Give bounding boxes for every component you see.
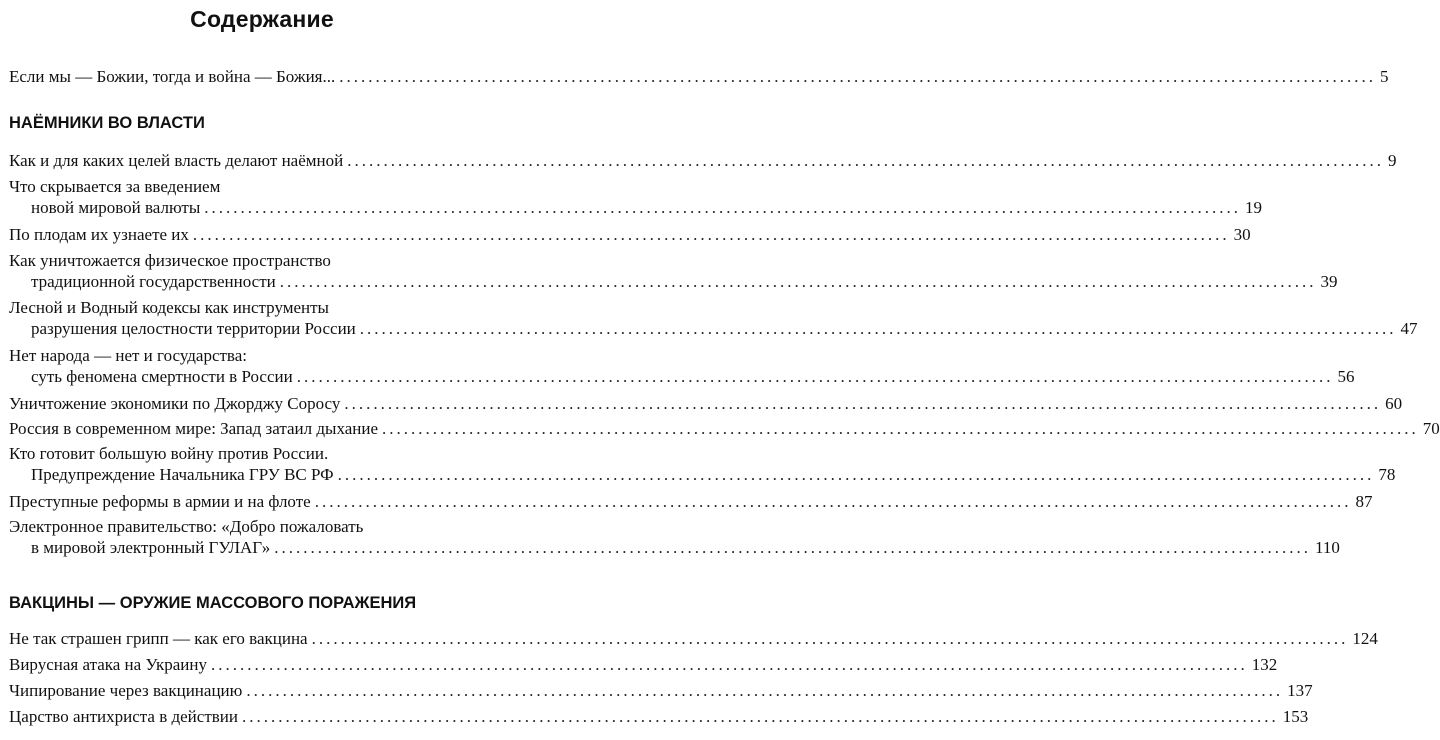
toc-entry[interactable]	[9, 628, 1378, 649]
toc-entry-title: Нет народа — нет и государства:	[9, 346, 247, 365]
toc-entry-page: 87	[1355, 492, 1373, 511]
toc-entry-page: 9	[1387, 151, 1397, 170]
toc-entry-row	[9, 464, 1396, 485]
toc-entry-title: Царство антихриста в действии	[9, 707, 238, 726]
toc-entry-title: Как уничтожается физическое пространство	[9, 251, 331, 270]
toc-entry-title: Чипирование через вакцинацию	[9, 681, 243, 700]
dot-leader: ...............................................................................................................................................	[339, 67, 1376, 86]
dot-leader: ...............................................................................................................................................	[279, 272, 1317, 291]
toc-entry[interactable]	[9, 150, 1397, 171]
toc-entry[interactable]	[9, 176, 1263, 218]
toc-entry-row	[9, 491, 1373, 512]
dot-leader: ...............................................................................................................................................	[337, 465, 1375, 484]
toc-entry[interactable]	[9, 418, 1440, 439]
toc-entry-page: 137	[1287, 681, 1313, 700]
toc-entry-page: 30	[1233, 225, 1251, 244]
toc-entry-title: Что скрывается за введением	[9, 177, 221, 196]
toc-entry[interactable]	[9, 345, 1355, 387]
toc-entry-row	[9, 366, 1355, 387]
toc-entry-page: 56	[1337, 367, 1355, 386]
toc-entry-row	[9, 537, 1340, 558]
dot-leader: ...............................................................................................................................................	[347, 151, 1384, 170]
toc-entry-title: По плодам их узнаете их	[9, 225, 189, 244]
toc-entry-title-cont: суть феномена смертности в России	[31, 367, 293, 386]
toc-entry-title: Не так страшен грипп — как его вакцина	[9, 629, 308, 648]
toc-entry-row	[9, 271, 1338, 292]
toc-entry-row	[9, 150, 1397, 171]
toc-entry-title-cont: традиционной государственности	[31, 272, 276, 291]
toc-entry-title: Лесной и Водный кодексы как инструменты	[9, 298, 329, 317]
toc-entry[interactable]	[9, 680, 1313, 701]
dot-leader: ...............................................................................................................................................	[311, 629, 1349, 648]
page-title: Содержание	[190, 6, 334, 32]
toc-entry[interactable]	[9, 224, 1251, 245]
toc-entry-title-cont: Предупреждение Начальника ГРУ ВС РФ	[31, 465, 334, 484]
toc-entry-title: Если мы — Божии, тогда и война — Божия...	[9, 67, 336, 86]
toc-entry-page: 39	[1320, 272, 1338, 291]
toc-entry-page: 5	[1380, 67, 1389, 86]
dot-leader: ...............................................................................................................................................	[246, 681, 1284, 700]
toc-entry[interactable]	[9, 66, 1389, 87]
dot-leader: ...............................................................................................................................................	[296, 367, 1334, 386]
dot-leader: ...............................................................................................................................................	[344, 394, 1382, 413]
dot-leader: ...............................................................................................................................................	[192, 225, 1230, 244]
toc-entry-row	[9, 680, 1313, 701]
toc-entry-row	[9, 197, 1263, 218]
toc-entry[interactable]	[9, 491, 1373, 512]
toc-entry-page: 153	[1282, 707, 1309, 726]
toc-entry-row	[9, 418, 1440, 439]
toc-entry-title: Уничтожение экономики по Джорджу Соросу	[9, 394, 341, 413]
dot-leader: ...............................................................................................................................................	[204, 198, 1242, 217]
toc-entry-page: 47	[1400, 319, 1418, 338]
dot-leader: ...............................................................................................................................................	[359, 319, 1397, 338]
toc-entry-title: Преступные реформы в армии и на флоте	[9, 492, 311, 511]
toc-entry[interactable]	[9, 250, 1338, 292]
toc-entry-row	[9, 393, 1403, 414]
toc-entry[interactable]	[9, 706, 1309, 727]
dot-leader: ...............................................................................................................................................	[382, 419, 1419, 438]
toc-entry-row	[9, 706, 1309, 727]
toc-entry-page: 110	[1314, 538, 1340, 557]
toc-entry-title-cont: новой мировой валюты	[31, 198, 201, 217]
toc-entry-page: 78	[1378, 465, 1396, 484]
toc-entry-title: Электронное правительство: «Добро пожаловать	[9, 517, 364, 536]
dot-leader: ...............................................................................................................................................	[241, 707, 1279, 726]
dot-leader: ...............................................................................................................................................	[211, 655, 1248, 674]
toc-entry-row	[9, 318, 1418, 339]
toc-entry-page: 70	[1422, 419, 1440, 438]
section-heading: ВАКЦИНЫ — ОРУЖИЕ МАССОВОГО ПОРАЖЕНИЯ	[9, 594, 417, 612]
toc-entry-title: Кто готовит большую войну против России.	[9, 444, 329, 463]
toc-entry-row	[9, 66, 1389, 87]
toc-entry[interactable]	[9, 516, 1340, 558]
toc-entry-row	[9, 628, 1378, 649]
toc-entry[interactable]	[9, 297, 1418, 339]
dot-leader: ...............................................................................................................................................	[274, 538, 1311, 557]
toc-entry-page: 60	[1385, 394, 1403, 413]
toc-entry-title: Как и для каких целей власть делают наёмной	[9, 151, 344, 170]
toc-entry[interactable]	[9, 393, 1403, 414]
toc-entry[interactable]	[9, 654, 1278, 675]
toc-entry-title-cont: в мировой электронный ГУЛАГ»	[31, 538, 271, 557]
toc-entry-page: 19	[1245, 198, 1263, 217]
toc-entry[interactable]	[9, 443, 1396, 485]
toc-entry-page: 124	[1352, 629, 1378, 648]
toc-entry-page: 132	[1251, 655, 1278, 674]
dot-leader: ...............................................................................................................................................	[314, 492, 1352, 511]
toc-entry-row	[9, 654, 1278, 675]
section-heading: НАЁМНИКИ ВО ВЛАСТИ	[9, 114, 205, 132]
toc-entry-title-cont: разрушения целостности территории России	[31, 319, 356, 338]
toc-entry-title: Вирусная атака на Украину	[9, 655, 207, 674]
toc-entry-row	[9, 224, 1251, 245]
toc-entry-title: Россия в современном мире: Запад затаил дыхание	[9, 419, 379, 438]
